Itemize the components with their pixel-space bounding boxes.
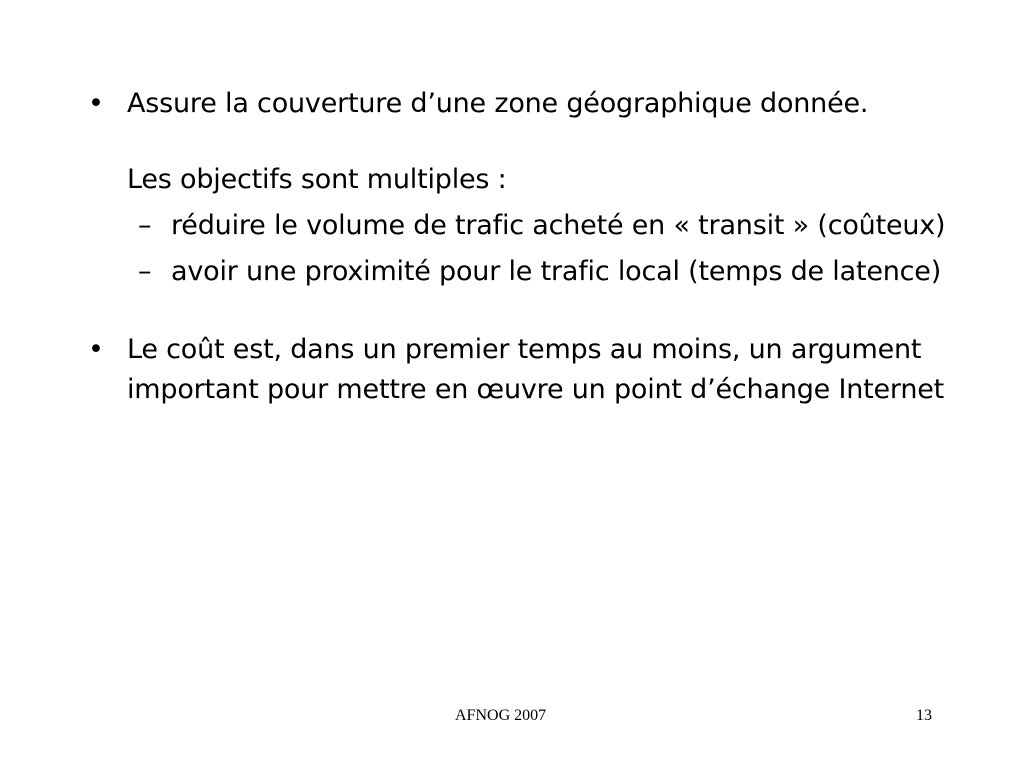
objective-item-latency	[88, 252, 948, 292]
slide-content	[88, 84, 948, 410]
bullet-item-cost	[88, 330, 948, 410]
footer-label: AFNOG 2007	[455, 707, 547, 724]
objective-item-transit	[88, 206, 948, 246]
dash-marker: –	[138, 210, 152, 241]
bullet-text: Le coût est, dans un premier temps au moins, un argument important pour mettre en œuvre un point d’échange Internet	[127, 334, 945, 405]
dash-marker: –	[138, 256, 152, 287]
bullet-marker: •	[88, 334, 104, 365]
objective-text: réduire le volume de trafic acheté en « transit » (coûteux)	[171, 210, 946, 241]
objective-text: avoir une proximité pour le trafic local (temps de latence)	[171, 256, 942, 287]
objectives-list	[88, 206, 948, 292]
bullet-item-coverage	[88, 84, 948, 124]
bullet-marker: •	[88, 88, 104, 119]
page-number: 13	[916, 707, 932, 724]
bullet-text: Assure la couverture d’une zone géographique donnée.	[127, 88, 869, 119]
objectives-intro: Les objectifs sont multiples :	[127, 164, 507, 195]
